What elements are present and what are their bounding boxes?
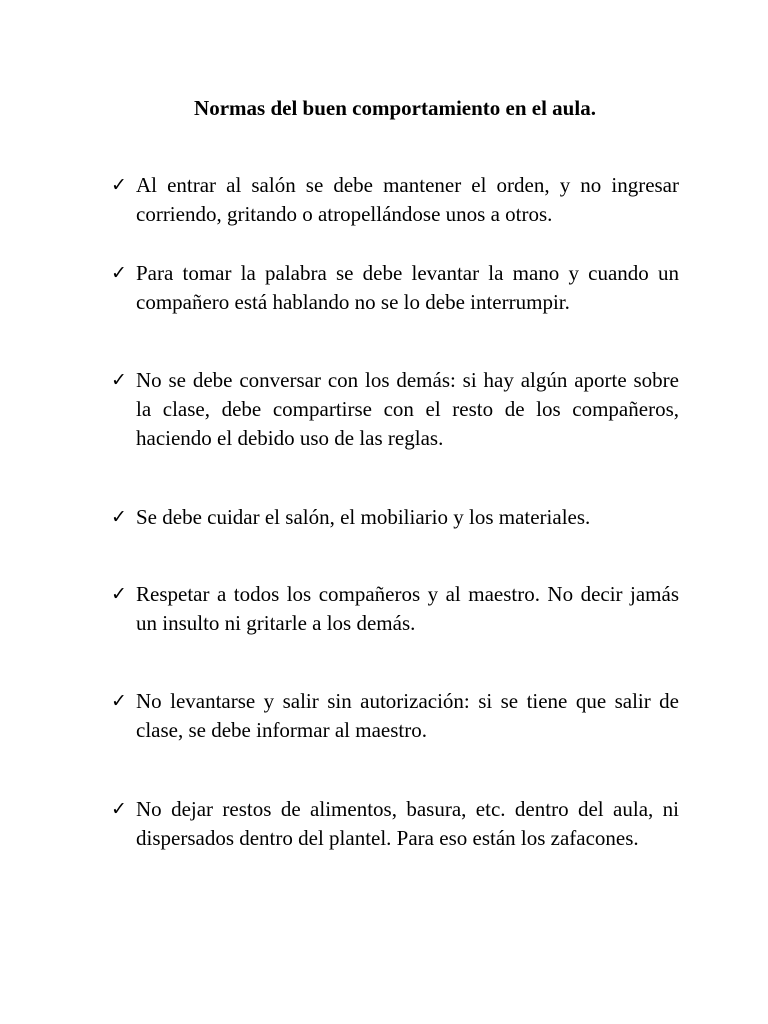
list-item <box>111 259 679 317</box>
rule-text: Se debe cuidar el salón, el mobiliario y los materiales. <box>136 505 591 529</box>
check-mark-icon: ✓ <box>111 506 127 528</box>
rule-text: Al entrar al salón se debe mantener el orden, y no ingresar corriendo, gritando o atropellándose unos a otros. <box>136 173 679 226</box>
rule-text: No se debe conversar con los demás: si hay algún aporte sobre la clase, debe compartirse con el resto de los compañeros, haciendo el debido uso de las reglas. <box>136 368 679 450</box>
check-mark-icon: ✓ <box>111 174 127 196</box>
check-mark-icon: ✓ <box>111 369 127 391</box>
list-item <box>111 795 679 853</box>
check-mark-icon: ✓ <box>111 690 127 712</box>
check-mark-icon: ✓ <box>111 583 127 605</box>
list-item <box>111 503 679 532</box>
check-mark-icon: ✓ <box>111 798 127 820</box>
list-item <box>111 366 679 453</box>
rule-text: No levantarse y salir sin autorización: si se tiene que salir de clase, se debe informar al maestro. <box>136 689 679 742</box>
document-title: Normas del buen comportamiento en el aula. <box>194 96 596 120</box>
list-item <box>111 687 679 745</box>
rule-text: Respetar a todos los compañeros y al maestro. No decir jamás un insulto ni gritarle a los demás. <box>136 582 679 635</box>
rule-text: Para tomar la palabra se debe levantar la mano y cuando un compañero está hablando no se lo debe interrumpir. <box>136 261 679 314</box>
list-item <box>111 580 679 638</box>
list-item <box>111 171 679 229</box>
check-mark-icon: ✓ <box>111 262 127 284</box>
rule-text: No dejar restos de alimentos, basura, etc. dentro del aula, ni dispersados dentro del plantel. Para eso están los zafacones. <box>136 797 679 850</box>
